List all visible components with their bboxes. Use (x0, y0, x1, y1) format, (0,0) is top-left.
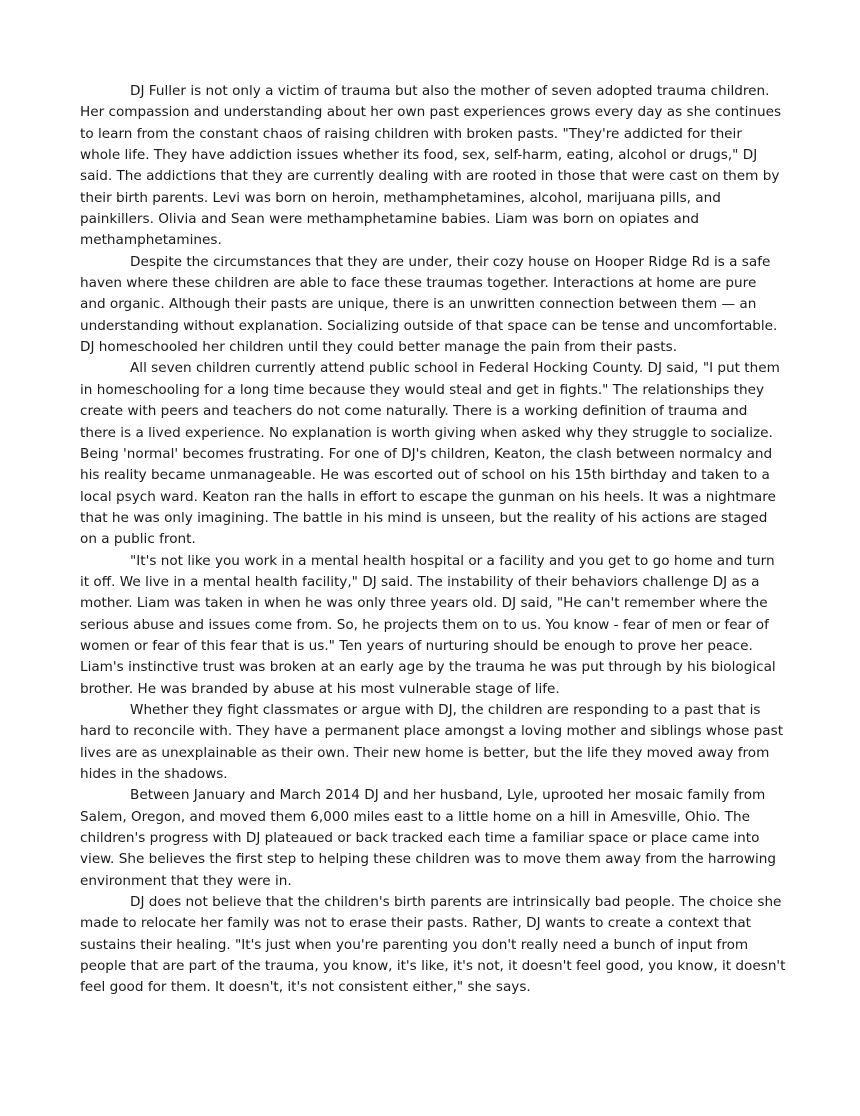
paragraph-2: Despite the circumstances that they are under, their cozy house on Hooper Ridge Rd is a safe haven where these children are able to face these traumas together. Interactions at home are pure and organic. Although their pasts are unique, there is an unwritten connection between them — an understanding without explanation. Socializing outside of that space can be tense and uncomfortable. DJ homeschooled her children until they could better manage the pain from their pasts. (80, 253, 778, 356)
paragraph-5: Whether they fight classmates or argue with DJ, the children are responding to a past that is hard to reconcile with. They have a permanent place amongst a loving mother and siblings whose past lives are as unexplainable as their own. Their new home is better, but the life they moved away from hides in the shadows. (80, 701, 784, 782)
paragraph-1: DJ Fuller is not only a victim of trauma but also the mother of seven adopted trauma children. Her compassion and understanding about her own past experiences grows every day as she continues to learn from the constant chaos of raising children with broken pasts. "They're addicted for their whole life. They have addiction issues whether its food, sex, self-harm, eating, alcohol or drugs," DJ said. The addictions that they are currently dealing with are rooted in those that were cast on them by their birth parents. Levi was born on heroin, methamphetamines, alcohol, marijuana pills, and painkillers. Olivia and Sean were methamphetamine babies. Liam was born on opiates and methamphetamines. (80, 83, 782, 249)
paragraph-4: "It's not like you work in a mental health hospital or a facility and you get to go home and turn it off. We live in a mental health facility," DJ said. The instability of their behaviors challenge DJ as a mother. Liam was taken in when he was only three years old. DJ said, "He can't remember where the serious abuse and issues come from. So, he projects them on to us. You know - fear of men or fear of women or fear of this fear that is us." Ten years of nurturing should be enough to prove her peace. Liam's instinctive trust was broken at an early age by the trauma he was put through by his biological brother. He was branded by abuse at his most vulnerable stage of life. (80, 552, 776, 697)
paragraph-6: Between January and March 2014 DJ and her husband, Lyle, uprooted her mosaic family from Salem, Oregon, and moved them 6,000 miles east to a little home on a hill in Amesville, Ohio. The children's progress with DJ plateaued or back tracked each time a familiar space or place came into view. She believes the first step to helping these children was to move them away from the harrowing environment that they were in. (80, 787, 776, 889)
paragraph-7: DJ does not believe that the children's birth parents are intrinsically bad people. The choice she made to relocate her family was not to erase their pasts. Rather, DJ wants to create a context that sustains their healing. "It's just when you're parenting you don't really need a bunch of input from people that are part of the trauma, you know, it's like, it's not, it doesn't feel good, you know, it doesn't feel good for them. It doesn't, it's not consistent either," she says. (80, 894, 786, 996)
paragraph-3: All seven children currently attend public school in Federal Hocking County. DJ said, "I put them in homeschooling for a long time because they would steal and get in fights." The relationships they create with peers and teachers do not come naturally. There is a working definition of trauma and there is a lived experience. No explanation is worth giving when asked why they struggle to socialize. Being 'normal' becomes frustrating. For one of DJ's children, Keaton, the clash between normalcy and his reality became unmanageable. He was escorted out of school on his 15th birthday and taken to a local psych ward. Keaton ran the halls in effort to escape the gunman on his heels. It was a nightmare that he was only imagining. The battle in his mind is unseen, but the reality of his actions are staged on a public front. (80, 360, 780, 548)
document-page (80, 81, 786, 999)
